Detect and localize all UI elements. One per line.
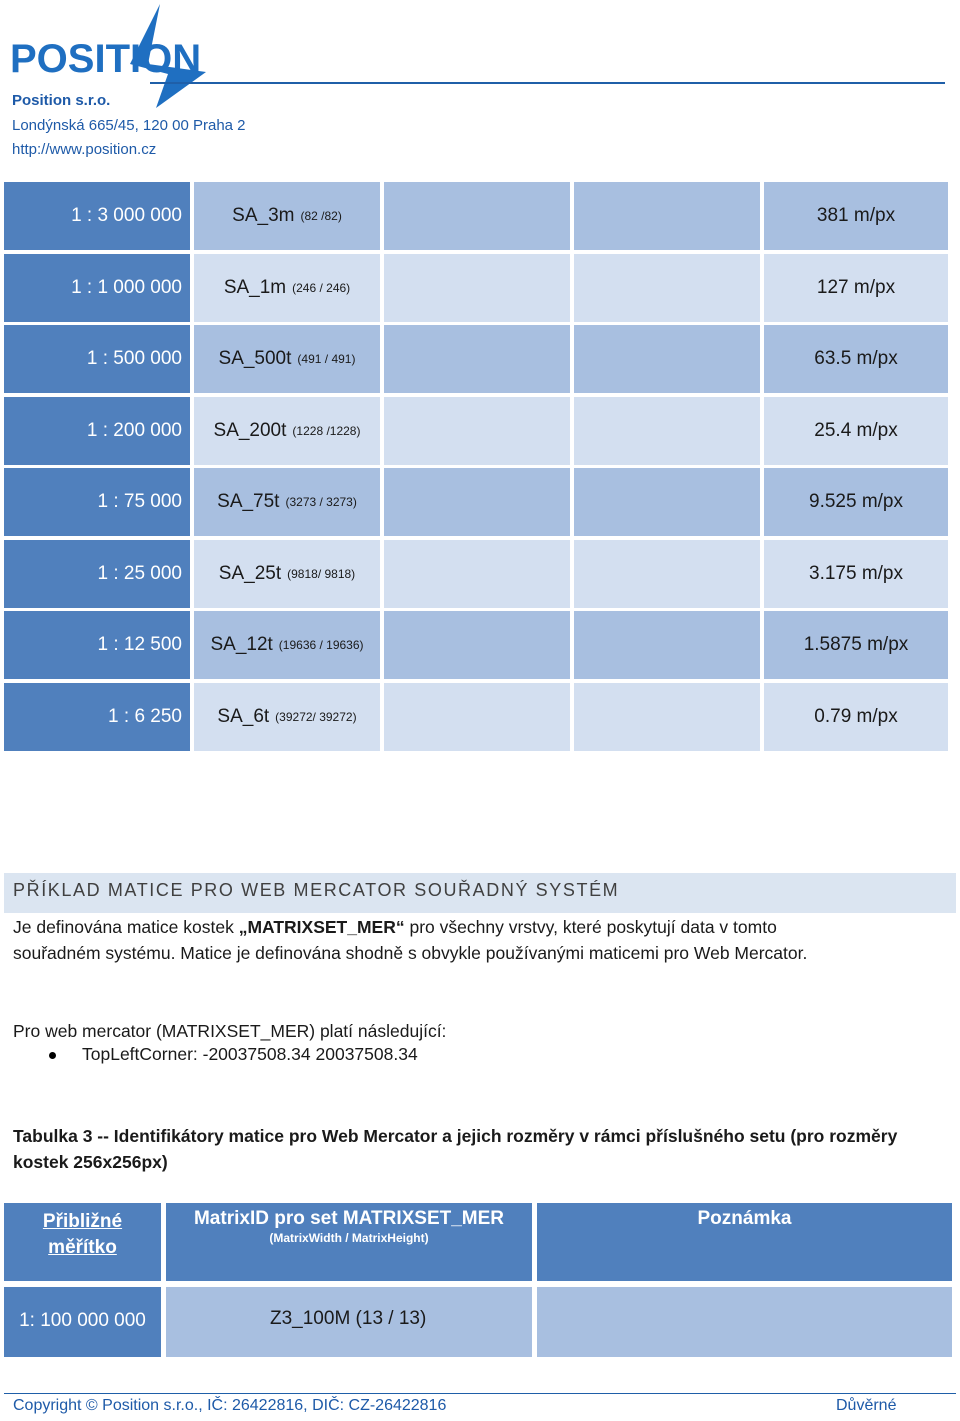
bullet-icon [49, 1052, 56, 1059]
matrixset-name: „MATRIXSET_MER“ [238, 917, 405, 937]
table-row [4, 540, 948, 608]
matrix-size: (491 / 491) [297, 352, 356, 366]
matrix-id-cell [194, 468, 380, 536]
table2-header-matrixid [166, 1203, 532, 1281]
table2-cell-scale [4, 1287, 161, 1357]
matrix-id: SA_12t [210, 634, 273, 655]
empty-cell [384, 397, 570, 465]
para-text: pro všechny vrstvy, které poskytují data v tomto [404, 917, 777, 937]
matrix-id: SA_3m [232, 205, 295, 226]
resolution-cell: 63.5 m/px [764, 325, 948, 393]
logo-text: POSITION [10, 37, 202, 81]
top-left-corner: TopLeftCorner: -20037508.34 20037508.34 [82, 1044, 418, 1064]
resolution-cell: 127 m/px [764, 254, 948, 322]
table2-header-note [537, 1203, 952, 1281]
section-title: PŘÍKLAD MATICE PRO WEB MERCATOR SOUŘADNÝ SYSTÉM [13, 880, 620, 900]
resolution-cell: 0.79 m/px [764, 683, 948, 751]
matrix-size: (246 / 246) [292, 280, 351, 295]
paragraph-mercator: Pro web mercator (MATRIXSET_MER) platí následující: [13, 1021, 447, 1041]
matrix-id-cell [194, 325, 380, 393]
header-text: MatrixID pro set MATRIXSET_MER [193, 1208, 505, 1229]
company-website[interactable]: http://www.position.cz [12, 141, 157, 158]
matrix-id: SA_25t [218, 562, 282, 584]
footer-confidential: Důvěrné [836, 1397, 897, 1414]
empty-cell [384, 683, 570, 751]
matrix-id-cell [194, 182, 380, 250]
empty-cell [384, 182, 570, 250]
header-text: měřítko [48, 1237, 117, 1258]
empty-cell [574, 683, 760, 751]
empty-cell [384, 611, 570, 679]
company-name: Position s.r.o. [12, 92, 111, 109]
matrix-id-cell [194, 683, 380, 751]
empty-cell [574, 611, 760, 679]
table-caption: Tabulka 3 -- Identifikátory matice pro Web Mercator a jejich rozměry v rámci příslušného setu (pro rozměry kostek 256x256px) [13, 1126, 898, 1172]
header-text: Poznámka [697, 1208, 792, 1229]
empty-cell [574, 397, 760, 465]
empty-cell [384, 325, 570, 393]
para-text: Je definována matice kostek [13, 917, 239, 937]
scale-cell: 1 : 1 000 000 [4, 254, 190, 322]
scale-cell: 1 : 12 500 [4, 611, 190, 679]
empty-cell [384, 468, 570, 536]
table-row [4, 611, 948, 679]
scale-cell: 1 : 6 250 [4, 683, 190, 751]
resolution-cell: 3.175 m/px [764, 540, 948, 608]
matrix-id: SA_1m [223, 276, 287, 298]
resolution-cell: 1.5875 m/px [764, 611, 948, 679]
cell-text: Z3_100M (13 / 13) [270, 1308, 427, 1329]
table2-cell-note [537, 1287, 952, 1357]
header-subtext: (MatrixWidth / MatrixHeight) [269, 1231, 429, 1245]
scale-cell: 1 : 500 000 [4, 325, 190, 393]
empty-cell [574, 540, 760, 608]
scale-cell: 1 : 25 000 [4, 540, 190, 608]
header-text: Přibližné [42, 1211, 123, 1232]
matrix-size: (39272/ 39272) [275, 709, 357, 724]
table-row [4, 397, 948, 465]
table2-cell-matrixid [166, 1287, 532, 1357]
scale-cell: 1 : 75 000 [4, 468, 190, 536]
matrix-id: SA_500t [218, 348, 292, 369]
matrix-size: (82 /82) [300, 209, 342, 223]
para-text: souřadném systému. Matice je definována shodně s obvykle používanými maticemi pro Web Mercator. [13, 943, 808, 963]
scale-cell: 1 : 200 000 [4, 397, 190, 465]
matrix-size: (9818/ 9818) [287, 566, 356, 581]
header-divider [150, 82, 945, 84]
company-info [12, 89, 246, 163]
empty-cell [384, 540, 570, 608]
scale-cell: 1 : 3 000 000 [4, 182, 190, 250]
matrix-id: SA_75t [217, 491, 280, 512]
table-row [4, 325, 948, 393]
table2-header-scale [4, 1203, 161, 1281]
resolution-cell: 9.525 m/px [764, 468, 948, 536]
table-row [4, 182, 948, 250]
resolution-cell: 25.4 m/px [764, 397, 948, 465]
matrix-size: (19636 / 19636) [278, 638, 364, 652]
table-row [4, 683, 948, 751]
table-row [4, 254, 948, 322]
company-address: Londýnská 665/45, 120 00 Praha 2 [12, 116, 246, 134]
table-row [4, 468, 948, 536]
footer-divider [4, 1393, 956, 1394]
matrix-id: SA_6t [217, 705, 270, 727]
empty-cell [574, 468, 760, 536]
matrix-id: SA_200t [213, 419, 287, 441]
matrix-id-cell [194, 611, 380, 679]
empty-cell [574, 254, 760, 322]
cell-text: 1: 100 000 000 [19, 1310, 146, 1331]
matrix-id-cell [194, 540, 380, 608]
matrix-id-cell [194, 397, 380, 465]
empty-cell [384, 254, 570, 322]
matrix-size: (3273 / 3273) [285, 495, 357, 509]
matrix-size: (1228 /1228) [292, 423, 361, 438]
footer-copyright: Copyright © Position s.r.o., IČ: 26422816, DIČ: CZ-26422816 [13, 1397, 447, 1414]
paragraph-intro [13, 914, 807, 966]
matrix-id-cell [194, 254, 380, 322]
empty-cell [574, 182, 760, 250]
resolution-cell: 381 m/px [764, 182, 948, 250]
empty-cell [574, 325, 760, 393]
